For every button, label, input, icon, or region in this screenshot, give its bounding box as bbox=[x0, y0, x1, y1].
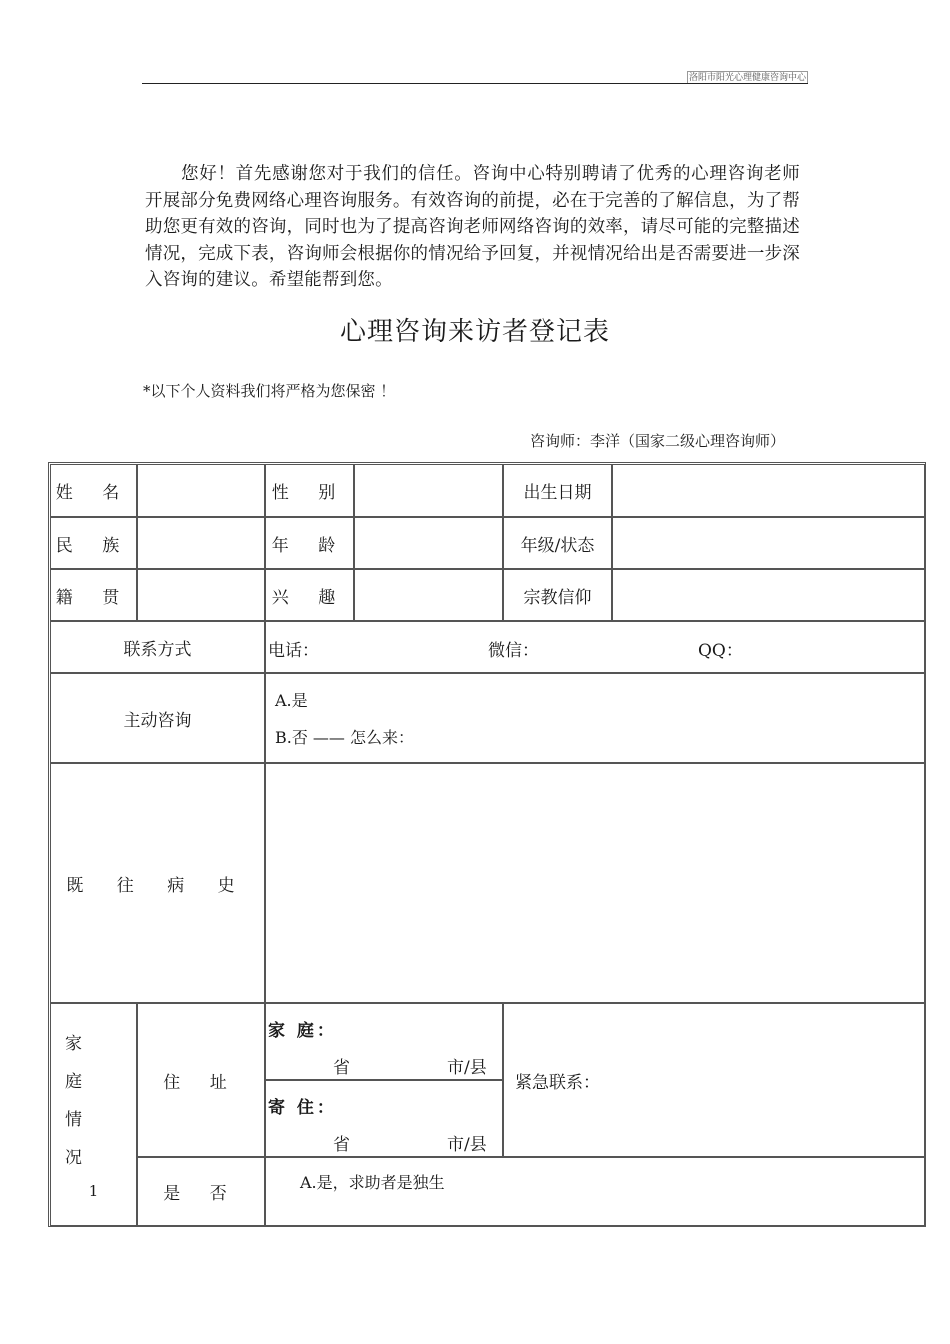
birth-label: 出生日期 bbox=[503, 464, 612, 517]
family-label-cell bbox=[50, 1003, 137, 1226]
religion-label: 宗教信仰 bbox=[503, 569, 612, 621]
option-yes[interactable]: A.是 bbox=[275, 691, 308, 710]
header-rule bbox=[142, 83, 808, 84]
ethnic-field[interactable] bbox=[137, 517, 265, 569]
grade-field[interactable] bbox=[612, 517, 925, 569]
option-no[interactable]: B.否 —— 怎么来： bbox=[275, 728, 415, 747]
ethnic-label: 民 族 bbox=[50, 517, 137, 569]
lodge-label: 寄 住： bbox=[268, 1098, 337, 1118]
phone-label: 电话： bbox=[268, 641, 319, 661]
only-child-option[interactable]: A.是，求助者是独生 bbox=[300, 1173, 445, 1192]
birth-field[interactable] bbox=[612, 464, 925, 517]
yesno-label: 是 否 bbox=[137, 1157, 265, 1226]
age-label: 年 龄 bbox=[265, 517, 354, 569]
native-field[interactable] bbox=[137, 569, 265, 621]
religion-field[interactable] bbox=[612, 569, 925, 621]
contact-field[interactable] bbox=[265, 621, 925, 673]
history-label: 既 往 病 史 bbox=[50, 763, 265, 1003]
intro-paragraph: 您好！首先感谢您对于我们的信任。咨询中心特别聘请了优秀的心理咨询老师开展部分免费网络心理咨询服务。有效咨询的前提，必在于完善的了解信息，为了帮助您更有效的咨询，同时也为了提高咨询老师网络咨询的效率，请尽可能的完整描述情况，完成下表，咨询师会根据你的情况给予回复，并视情况给出是否需要进一步深入咨询的建议。希望能帮到您。 bbox=[145, 164, 800, 290]
wechat-label: 微信： bbox=[488, 641, 539, 661]
consultant-info: 咨询师：李洋（国家二级心理咨询师） bbox=[530, 432, 786, 450]
org-name-tag: 洛阳市阳光心理健康咨询中心 bbox=[688, 73, 806, 83]
name-label: 姓 名 bbox=[50, 464, 137, 517]
hobby-label: 兴 趣 bbox=[265, 569, 354, 621]
home-province: 省 bbox=[333, 1058, 350, 1078]
gender-field[interactable] bbox=[354, 464, 503, 517]
grade-label: 年级/状态 bbox=[503, 517, 612, 569]
lodge-city: 市/县 bbox=[447, 1135, 487, 1155]
privacy-notice: *以下个人资料我们将严格为您保密 ！ bbox=[143, 382, 396, 400]
family-label-line1: 家 庭 bbox=[65, 1033, 96, 1092]
family-label-line2: 情 况 bbox=[65, 1109, 96, 1168]
home-city: 市/县 bbox=[447, 1058, 487, 1078]
qq-label: QQ： bbox=[698, 641, 743, 661]
emergency-contact-field[interactable] bbox=[503, 1003, 925, 1157]
history-field[interactable] bbox=[265, 763, 925, 1003]
active-consult-field[interactable] bbox=[265, 673, 925, 763]
native-label: 籍 贯 bbox=[50, 569, 137, 621]
name-field[interactable] bbox=[137, 464, 265, 517]
contact-label: 联系方式 bbox=[50, 621, 265, 673]
gender-label: 性 别 bbox=[265, 464, 354, 517]
family-label-line3: 1 bbox=[88, 1181, 99, 1200]
lodge-province: 省 bbox=[333, 1135, 350, 1155]
page-title: 心理咨询来访者登记表 bbox=[339, 317, 610, 347]
address-label: 住 址 bbox=[137, 1003, 265, 1157]
home-label: 家 庭： bbox=[268, 1021, 337, 1041]
age-field[interactable] bbox=[354, 517, 503, 569]
hobby-field[interactable] bbox=[354, 569, 503, 621]
active-consult-label: 主动咨询 bbox=[50, 673, 265, 763]
emergency-label: 紧急联系： bbox=[515, 1072, 600, 1093]
